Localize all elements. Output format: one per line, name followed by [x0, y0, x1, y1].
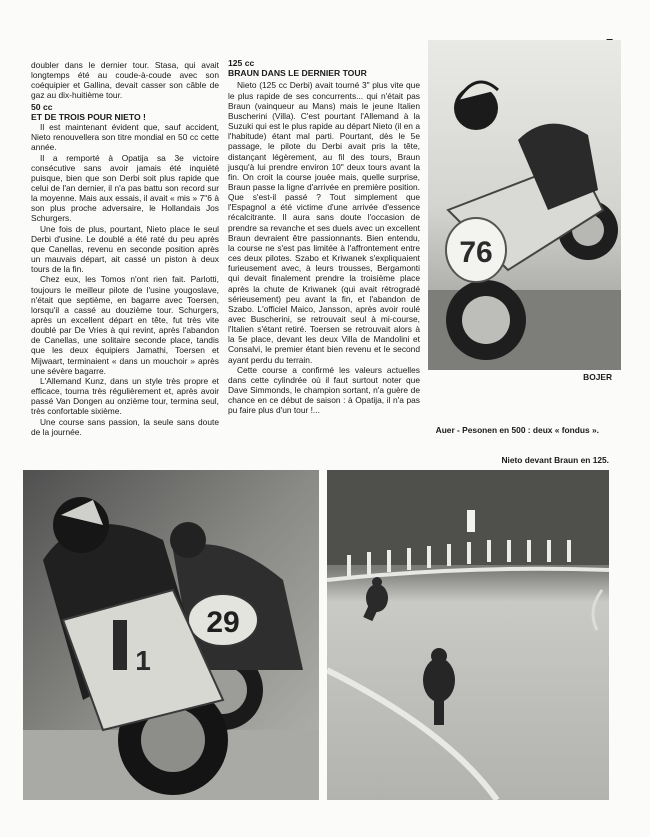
paragraph: Il a remporté à Opatija sa 3e victoire consécutive sans avoir jamais été inquiété puisque, bien que son Derbi soit plus rapide que celui de l'an dernier, il n'a pas battu son record sur la moyenne. Mais aux essais, il avait « mis » 7"6 à son plus proche adversaire, le Hollandais Jos Schurgers.	[31, 152, 219, 224]
photo-road-race-image	[327, 470, 609, 800]
lead-paragraph: doubler dans le dernier tour. Stasa, qui avait longtemps été au coude-à-coude avec son coéquipier et Gallina, devait casser son câble de gaz au dix-huitième tour.	[31, 60, 219, 101]
section-title: BRAUN DANS LE DERNIER TOUR	[228, 68, 367, 79]
section-title: ET DE TROIS POUR NIETO !	[31, 111, 146, 122]
photo-rider-76	[428, 40, 621, 370]
photo-rider-76-image	[428, 40, 621, 370]
paragraph: Une course sans passion, la seule sans doute de la journée.	[31, 416, 219, 437]
racing-number-29: 29	[206, 606, 240, 639]
photo-riders-leaning	[23, 470, 319, 800]
section-class-heading: 125 cc	[228, 58, 255, 68]
racing-number-76: 76	[459, 236, 493, 269]
column-left	[31, 60, 219, 437]
column-middle	[228, 58, 420, 416]
paragraph: Une fois de plus, pourtant, Nieto place le seul Derbi d'usine. Le doublé a été raté du peu après que Canellas, revenu en seconde position après un mauvais départ, ait cassé un piston à deux tours de la fin.	[31, 223, 219, 275]
caption-auer-pesonen: Auer - Pesonen en 500 : deux « fondus ».	[435, 425, 599, 435]
photo-credit: BOJER	[583, 372, 612, 382]
paragraph: Cette course a confirmé les valeurs actuelles dans cette cylindrée où il faut surtout noter que Dave Simmonds, le champion sortant, n'a guère de chance en ce début de saison : à Opatija, il n'a pas pu faire plus d'un tour !...	[228, 364, 420, 416]
photo-riders-leaning-image	[23, 470, 319, 800]
paragraph: Chez eux, les Tomos n'ont rien fait. Parlotti, toujours le meilleur pilote de l'usine yougoslave, n'était que septième, en bagarre avec Toersen, lorsqu'il a cassé au douzième tour. Schurgers, après un excellent départ en tête, fut très vite doublé par De Vries à qui revint, après l'abandon de Canellas, une solitaire seconde place, tandis que les deux équipiers Jamathi, Toersen et Mijwaart, terminaient « dans un mouchoir » après une sévère bagarre.	[31, 274, 219, 376]
paragraph: L'Allemand Kunz, dans un style très propre et efficace, tourna très régulièrement et, après avoir passé Van Dongen au onzième tour, termina seul, très confortable sixième.	[31, 375, 219, 417]
photo-road-race	[327, 470, 609, 800]
racing-number-front: 1	[135, 645, 151, 676]
paragraph: Nieto (125 cc Derbi) avait tourné 3" plus vite que le plus rapide de ses concurrents... qui n'était pas Braun (vainqueur au Mans) mais le jeune Italien Buscherini (Villa). C'est pourtant l'Allemand à la Suzuki qui est le plus rapide au départ Nieto (il en a l'habitude) étant mal parti. Pourtant, dès le 5e passage, le pilote du Derbi avait pris la tête, distançant légèrement, au fil des tours, Braun jusqu'à lui prendre environ 10" deux tours avant la fin. On croit la course jouée mais, quelle surprise, Braun passe la ligne d'arrivée en première position. Que s'est-il passé ? Tout simplement que l'Espagnol a été victime d'une arrivée d'essence récalcitrante. Il aura sans doute l'occasion de prendre sa revanche et ses duels avec un excellent Braun devraient être passionnants. Bien entendu, la course ne s'est pas limitée à l'affrontement entre ces deux pilotes. Szabo et Kriwanek s'expliquaient furieusement avec, à leurs trousses, Bergamonti qui devait finalement prendre la troisième place après la chute de Kriwanek (qui avait rétrogradé sérieusement) peu avant la fin, et l'abandon de Szabo. L'officiel Maico, Jansson, après avoir roulé avec Buscherini, se retrouvait seul à mi-course, l'Italien s'étant retiré. Toersen se retrouvait alors à la 5e place, devant les deux Villa de Mandolini et Consalvi, le premier étant bien revenu et le second ayant perdu du terrain.	[228, 80, 420, 365]
caption-nieto-braun: Nieto devant Braun en 125.	[501, 455, 609, 465]
section-class-heading: 50 cc	[31, 101, 53, 112]
paragraph: Il est maintenant évident que, sauf accident, Nieto renouvellera son titre mondial en 50 cc cette année.	[31, 122, 219, 153]
